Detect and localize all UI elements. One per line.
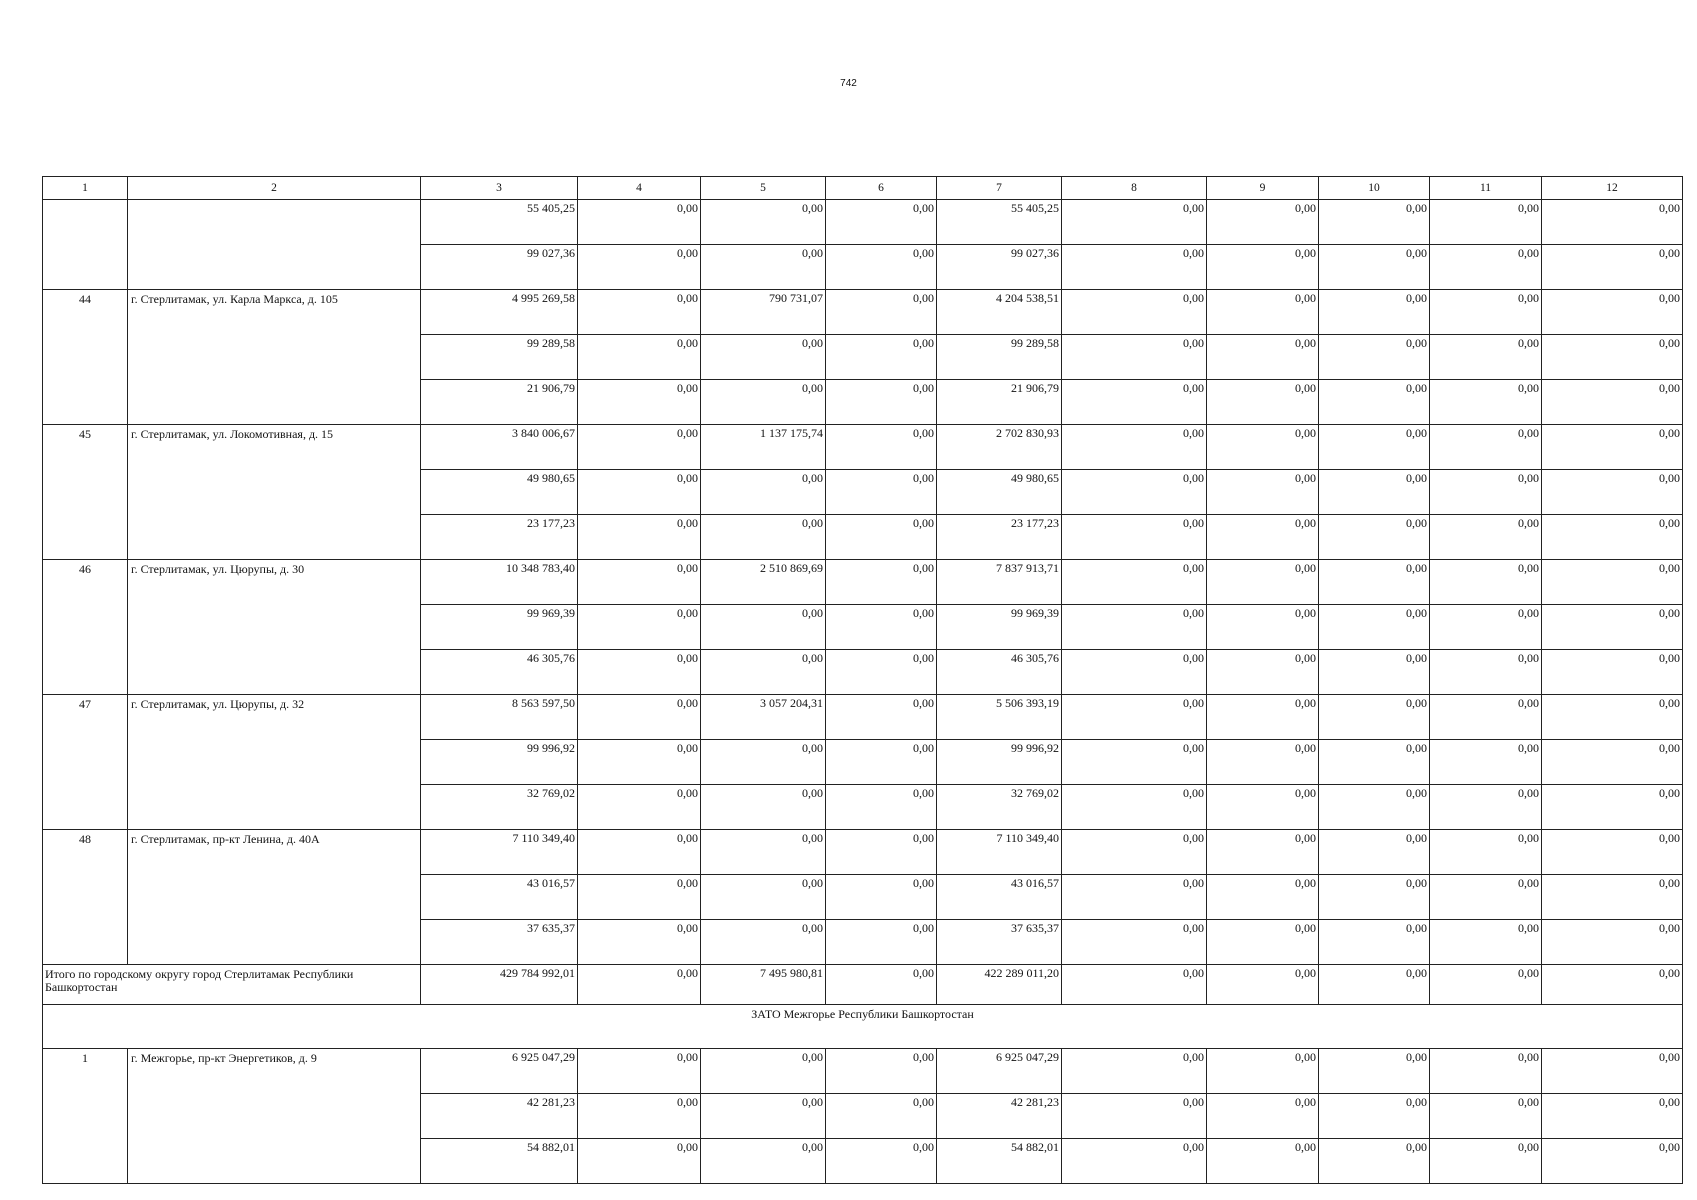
value-cell: 0,00 xyxy=(1430,695,1542,740)
address-cell xyxy=(128,200,421,290)
value-cell: 37 635,37 xyxy=(937,920,1062,965)
value-cell: 3 840 006,67 xyxy=(421,425,578,470)
value-cell: 0,00 xyxy=(1319,1094,1430,1139)
value-cell: 10 348 783,40 xyxy=(421,560,578,605)
value-cell: 54 882,01 xyxy=(937,1139,1062,1184)
value-cell: 0,00 xyxy=(1542,650,1683,695)
value-cell: 0,00 xyxy=(1207,650,1319,695)
value-cell: 0,00 xyxy=(1542,830,1683,875)
value-cell: 0,00 xyxy=(1542,515,1683,560)
value-cell: 0,00 xyxy=(701,1139,826,1184)
value-cell: 0,00 xyxy=(826,290,937,335)
value-cell: 0,00 xyxy=(701,605,826,650)
value-cell: 0,00 xyxy=(826,875,937,920)
value-cell: 0,00 xyxy=(826,380,937,425)
value-cell: 32 769,02 xyxy=(421,785,578,830)
value-cell: 0,00 xyxy=(1062,1049,1207,1094)
header-cell: 5 xyxy=(701,177,826,200)
section-row xyxy=(43,1005,1683,1049)
value-cell: 0,00 xyxy=(578,560,701,605)
value-cell: 0,00 xyxy=(1430,920,1542,965)
value-cell: 0,00 xyxy=(1062,335,1207,380)
row-number-cell xyxy=(43,200,128,290)
value-cell: 7 495 980,81 xyxy=(701,965,826,1005)
value-cell: 4 995 269,58 xyxy=(421,290,578,335)
value-cell: 0,00 xyxy=(1542,380,1683,425)
value-cell: 55 405,25 xyxy=(421,200,578,245)
value-cell: 54 882,01 xyxy=(421,1139,578,1184)
value-cell: 0,00 xyxy=(1207,515,1319,560)
value-cell: 55 405,25 xyxy=(937,200,1062,245)
value-cell: 21 906,79 xyxy=(937,380,1062,425)
header-cell: 10 xyxy=(1319,177,1430,200)
value-cell: 0,00 xyxy=(1319,290,1430,335)
header-cell: 2 xyxy=(128,177,421,200)
value-cell: 1 137 175,74 xyxy=(701,425,826,470)
value-cell: 46 305,76 xyxy=(937,650,1062,695)
value-cell: 49 980,65 xyxy=(937,470,1062,515)
value-cell: 0,00 xyxy=(1207,695,1319,740)
value-cell: 0,00 xyxy=(701,380,826,425)
value-cell: 0,00 xyxy=(1062,830,1207,875)
value-cell: 0,00 xyxy=(1207,965,1319,1005)
table-row xyxy=(43,200,1683,245)
value-cell: 0,00 xyxy=(826,920,937,965)
value-cell: 0,00 xyxy=(1062,650,1207,695)
value-cell: 0,00 xyxy=(701,1049,826,1094)
header-cell: 3 xyxy=(421,177,578,200)
value-cell: 0,00 xyxy=(1319,560,1430,605)
row-number-cell: 48 xyxy=(43,830,128,965)
value-cell: 0,00 xyxy=(826,425,937,470)
value-cell: 21 906,79 xyxy=(421,380,578,425)
value-cell: 429 784 992,01 xyxy=(421,965,578,1005)
value-cell: 0,00 xyxy=(1319,650,1430,695)
value-cell: 0,00 xyxy=(1319,1139,1430,1184)
header-cell: 6 xyxy=(826,177,937,200)
value-cell: 0,00 xyxy=(701,335,826,380)
total-row xyxy=(43,965,1683,1005)
value-cell: 0,00 xyxy=(1542,425,1683,470)
value-cell: 0,00 xyxy=(826,1094,937,1139)
value-cell: 0,00 xyxy=(1430,290,1542,335)
value-cell: 42 281,23 xyxy=(937,1094,1062,1139)
value-cell: 99 969,39 xyxy=(937,605,1062,650)
value-cell: 0,00 xyxy=(826,650,937,695)
value-cell: 0,00 xyxy=(1207,245,1319,290)
value-cell: 0,00 xyxy=(1542,290,1683,335)
row-number-cell: 47 xyxy=(43,695,128,830)
value-cell: 0,00 xyxy=(826,335,937,380)
value-cell: 0,00 xyxy=(1319,470,1430,515)
header-cell: 4 xyxy=(578,177,701,200)
value-cell: 0,00 xyxy=(1207,470,1319,515)
header-cell: 9 xyxy=(1207,177,1319,200)
value-cell: 0,00 xyxy=(578,785,701,830)
value-cell: 0,00 xyxy=(578,650,701,695)
address-cell: г. Стерлитамак, ул. Карла Маркса, д. 105 xyxy=(128,290,421,425)
row-number-cell: 46 xyxy=(43,560,128,695)
value-cell: 0,00 xyxy=(1062,695,1207,740)
value-cell: 0,00 xyxy=(701,1094,826,1139)
value-cell: 7 837 913,71 xyxy=(937,560,1062,605)
value-cell: 0,00 xyxy=(1207,200,1319,245)
address-cell: г. Стерлитамак, ул. Локомотивная, д. 15 xyxy=(128,425,421,560)
value-cell: 0,00 xyxy=(1319,695,1430,740)
value-cell: 7 110 349,40 xyxy=(421,830,578,875)
value-cell: 0,00 xyxy=(1430,785,1542,830)
header-row xyxy=(43,177,1683,200)
value-cell: 0,00 xyxy=(1062,1094,1207,1139)
value-cell: 0,00 xyxy=(1542,695,1683,740)
value-cell: 0,00 xyxy=(701,785,826,830)
value-cell: 0,00 xyxy=(1319,200,1430,245)
value-cell: 42 281,23 xyxy=(421,1094,578,1139)
value-cell: 5 506 393,19 xyxy=(937,695,1062,740)
value-cell: 0,00 xyxy=(1430,740,1542,785)
value-cell: 0,00 xyxy=(1207,785,1319,830)
table-body xyxy=(43,177,1683,1184)
page-number: 742 xyxy=(840,78,857,89)
value-cell: 8 563 597,50 xyxy=(421,695,578,740)
value-cell: 0,00 xyxy=(1319,785,1430,830)
value-cell: 0,00 xyxy=(826,695,937,740)
value-cell: 37 635,37 xyxy=(421,920,578,965)
value-cell: 0,00 xyxy=(701,650,826,695)
value-cell: 0,00 xyxy=(578,245,701,290)
header-cell: 1 xyxy=(43,177,128,200)
value-cell: 790 731,07 xyxy=(701,290,826,335)
value-cell: 0,00 xyxy=(1430,200,1542,245)
value-cell: 0,00 xyxy=(1430,650,1542,695)
value-cell: 0,00 xyxy=(1430,830,1542,875)
value-cell: 0,00 xyxy=(1430,425,1542,470)
total-label: Итого по городскому округу город Стерлитамак Республики Башкортостан xyxy=(43,965,421,1005)
value-cell: 0,00 xyxy=(1542,740,1683,785)
value-cell: 0,00 xyxy=(701,740,826,785)
value-cell: 0,00 xyxy=(1430,245,1542,290)
value-cell: 0,00 xyxy=(1430,875,1542,920)
value-cell: 0,00 xyxy=(701,875,826,920)
value-cell: 4 204 538,51 xyxy=(937,290,1062,335)
address-cell: г. Стерлитамак, пр-кт Ленина, д. 40А xyxy=(128,830,421,965)
value-cell: 0,00 xyxy=(578,335,701,380)
value-cell: 0,00 xyxy=(826,1139,937,1184)
value-cell: 0,00 xyxy=(578,695,701,740)
value-cell: 2 702 830,93 xyxy=(937,425,1062,470)
value-cell: 99 969,39 xyxy=(421,605,578,650)
header-cell: 8 xyxy=(1062,177,1207,200)
value-cell: 6 925 047,29 xyxy=(937,1049,1062,1094)
value-cell: 0,00 xyxy=(1062,1139,1207,1184)
value-cell: 0,00 xyxy=(1542,605,1683,650)
value-cell: 0,00 xyxy=(578,965,701,1005)
value-cell: 0,00 xyxy=(701,830,826,875)
value-cell: 0,00 xyxy=(1062,245,1207,290)
value-cell: 49 980,65 xyxy=(421,470,578,515)
value-cell: 0,00 xyxy=(701,515,826,560)
value-cell: 0,00 xyxy=(1319,380,1430,425)
value-cell: 0,00 xyxy=(701,245,826,290)
value-cell: 0,00 xyxy=(701,470,826,515)
address-cell: г. Межгорье, пр-кт Энергетиков, д. 9 xyxy=(128,1049,421,1184)
value-cell: 43 016,57 xyxy=(937,875,1062,920)
value-cell: 0,00 xyxy=(1062,425,1207,470)
value-cell: 0,00 xyxy=(1207,1139,1319,1184)
value-cell: 43 016,57 xyxy=(421,875,578,920)
address-cell: г. Стерлитамак, ул. Цюрупы, д. 30 xyxy=(128,560,421,695)
value-cell: 0,00 xyxy=(1207,920,1319,965)
value-cell: 0,00 xyxy=(578,290,701,335)
value-cell: 0,00 xyxy=(1542,1049,1683,1094)
value-cell: 0,00 xyxy=(1319,335,1430,380)
value-cell: 0,00 xyxy=(578,1049,701,1094)
value-cell: 422 289 011,20 xyxy=(937,965,1062,1005)
value-cell: 0,00 xyxy=(1430,560,1542,605)
value-cell: 0,00 xyxy=(1062,920,1207,965)
value-cell: 0,00 xyxy=(1207,335,1319,380)
value-cell: 0,00 xyxy=(1207,560,1319,605)
value-cell: 99 289,58 xyxy=(421,335,578,380)
value-cell: 0,00 xyxy=(701,200,826,245)
value-cell: 0,00 xyxy=(1430,470,1542,515)
value-cell: 0,00 xyxy=(826,740,937,785)
value-cell: 0,00 xyxy=(1319,830,1430,875)
header-cell: 11 xyxy=(1430,177,1542,200)
value-cell: 0,00 xyxy=(1430,515,1542,560)
table-row xyxy=(43,830,1683,875)
value-cell: 0,00 xyxy=(1430,965,1542,1005)
value-cell: 0,00 xyxy=(1062,200,1207,245)
value-cell: 0,00 xyxy=(1542,560,1683,605)
value-cell: 0,00 xyxy=(578,875,701,920)
value-cell: 0,00 xyxy=(1542,470,1683,515)
value-cell: 99 289,58 xyxy=(937,335,1062,380)
value-cell: 0,00 xyxy=(1062,785,1207,830)
table-row xyxy=(43,695,1683,740)
table-row xyxy=(43,560,1683,605)
value-cell: 0,00 xyxy=(1207,830,1319,875)
value-cell: 0,00 xyxy=(826,515,937,560)
value-cell: 0,00 xyxy=(578,515,701,560)
value-cell: 0,00 xyxy=(1319,1049,1430,1094)
value-cell: 46 305,76 xyxy=(421,650,578,695)
value-cell: 0,00 xyxy=(1062,290,1207,335)
table-row xyxy=(43,425,1683,470)
value-cell: 0,00 xyxy=(578,1094,701,1139)
value-cell: 0,00 xyxy=(1062,470,1207,515)
value-cell: 0,00 xyxy=(1207,290,1319,335)
value-cell: 0,00 xyxy=(826,1049,937,1094)
value-cell: 0,00 xyxy=(1207,1049,1319,1094)
value-cell: 0,00 xyxy=(1542,1094,1683,1139)
value-cell: 0,00 xyxy=(1319,605,1430,650)
value-cell: 0,00 xyxy=(826,470,937,515)
value-cell: 0,00 xyxy=(1542,920,1683,965)
value-cell: 0,00 xyxy=(826,785,937,830)
value-cell: 6 925 047,29 xyxy=(421,1049,578,1094)
value-cell: 0,00 xyxy=(1542,1139,1683,1184)
value-cell: 0,00 xyxy=(826,965,937,1005)
value-cell: 23 177,23 xyxy=(937,515,1062,560)
value-cell: 32 769,02 xyxy=(937,785,1062,830)
value-cell: 0,00 xyxy=(1207,605,1319,650)
row-number-cell: 1 xyxy=(43,1049,128,1184)
value-cell: 0,00 xyxy=(578,380,701,425)
value-cell: 23 177,23 xyxy=(421,515,578,560)
table-row xyxy=(43,290,1683,335)
value-cell: 0,00 xyxy=(826,245,937,290)
value-cell: 0,00 xyxy=(826,200,937,245)
value-cell: 0,00 xyxy=(1319,875,1430,920)
value-cell: 2 510 869,69 xyxy=(701,560,826,605)
row-number-cell: 44 xyxy=(43,290,128,425)
row-number-cell: 45 xyxy=(43,425,128,560)
value-cell: 0,00 xyxy=(578,830,701,875)
header-cell: 7 xyxy=(937,177,1062,200)
value-cell: 3 057 204,31 xyxy=(701,695,826,740)
value-cell: 0,00 xyxy=(1542,245,1683,290)
value-cell: 0,00 xyxy=(826,605,937,650)
value-cell: 0,00 xyxy=(578,740,701,785)
value-cell: 0,00 xyxy=(1430,1094,1542,1139)
value-cell: 0,00 xyxy=(1319,245,1430,290)
value-cell: 0,00 xyxy=(1319,425,1430,470)
value-cell: 0,00 xyxy=(1062,380,1207,425)
value-cell: 0,00 xyxy=(1542,335,1683,380)
value-cell: 0,00 xyxy=(1319,920,1430,965)
value-cell: 0,00 xyxy=(578,425,701,470)
table-row xyxy=(43,1049,1683,1094)
value-cell: 0,00 xyxy=(578,470,701,515)
value-cell: 0,00 xyxy=(701,920,826,965)
value-cell: 99 027,36 xyxy=(421,245,578,290)
data-table xyxy=(42,176,1683,1184)
value-cell: 0,00 xyxy=(1430,1139,1542,1184)
value-cell: 0,00 xyxy=(1430,605,1542,650)
value-cell: 0,00 xyxy=(1062,515,1207,560)
value-cell: 0,00 xyxy=(1319,740,1430,785)
value-cell: 0,00 xyxy=(1062,875,1207,920)
address-cell: г. Стерлитамак, ул. Цюрупы, д. 32 xyxy=(128,695,421,830)
value-cell: 7 110 349,40 xyxy=(937,830,1062,875)
value-cell: 0,00 xyxy=(1430,1049,1542,1094)
header-cell: 12 xyxy=(1542,177,1683,200)
value-cell: 0,00 xyxy=(1062,605,1207,650)
value-cell: 0,00 xyxy=(1207,740,1319,785)
value-cell: 0,00 xyxy=(1207,1094,1319,1139)
value-cell: 0,00 xyxy=(1207,380,1319,425)
value-cell: 0,00 xyxy=(1542,785,1683,830)
value-cell: 0,00 xyxy=(1062,560,1207,605)
value-cell: 0,00 xyxy=(578,200,701,245)
value-cell: 0,00 xyxy=(1319,965,1430,1005)
value-cell: 0,00 xyxy=(1319,515,1430,560)
value-cell: 0,00 xyxy=(1207,425,1319,470)
value-cell: 0,00 xyxy=(1430,335,1542,380)
value-cell: 0,00 xyxy=(1542,200,1683,245)
value-cell: 0,00 xyxy=(826,560,937,605)
value-cell: 0,00 xyxy=(1062,740,1207,785)
value-cell: 99 996,92 xyxy=(937,740,1062,785)
value-cell: 0,00 xyxy=(1542,965,1683,1005)
value-cell: 0,00 xyxy=(826,830,937,875)
value-cell: 0,00 xyxy=(578,1139,701,1184)
value-cell: 0,00 xyxy=(578,605,701,650)
value-cell: 0,00 xyxy=(1542,875,1683,920)
value-cell: 0,00 xyxy=(1207,875,1319,920)
value-cell: 99 027,36 xyxy=(937,245,1062,290)
value-cell: 0,00 xyxy=(1430,380,1542,425)
value-cell: 0,00 xyxy=(578,920,701,965)
value-cell: 0,00 xyxy=(1062,965,1207,1005)
value-cell: 99 996,92 xyxy=(421,740,578,785)
section-title: ЗАТО Межгорье Республики Башкортостан xyxy=(43,1005,1683,1049)
